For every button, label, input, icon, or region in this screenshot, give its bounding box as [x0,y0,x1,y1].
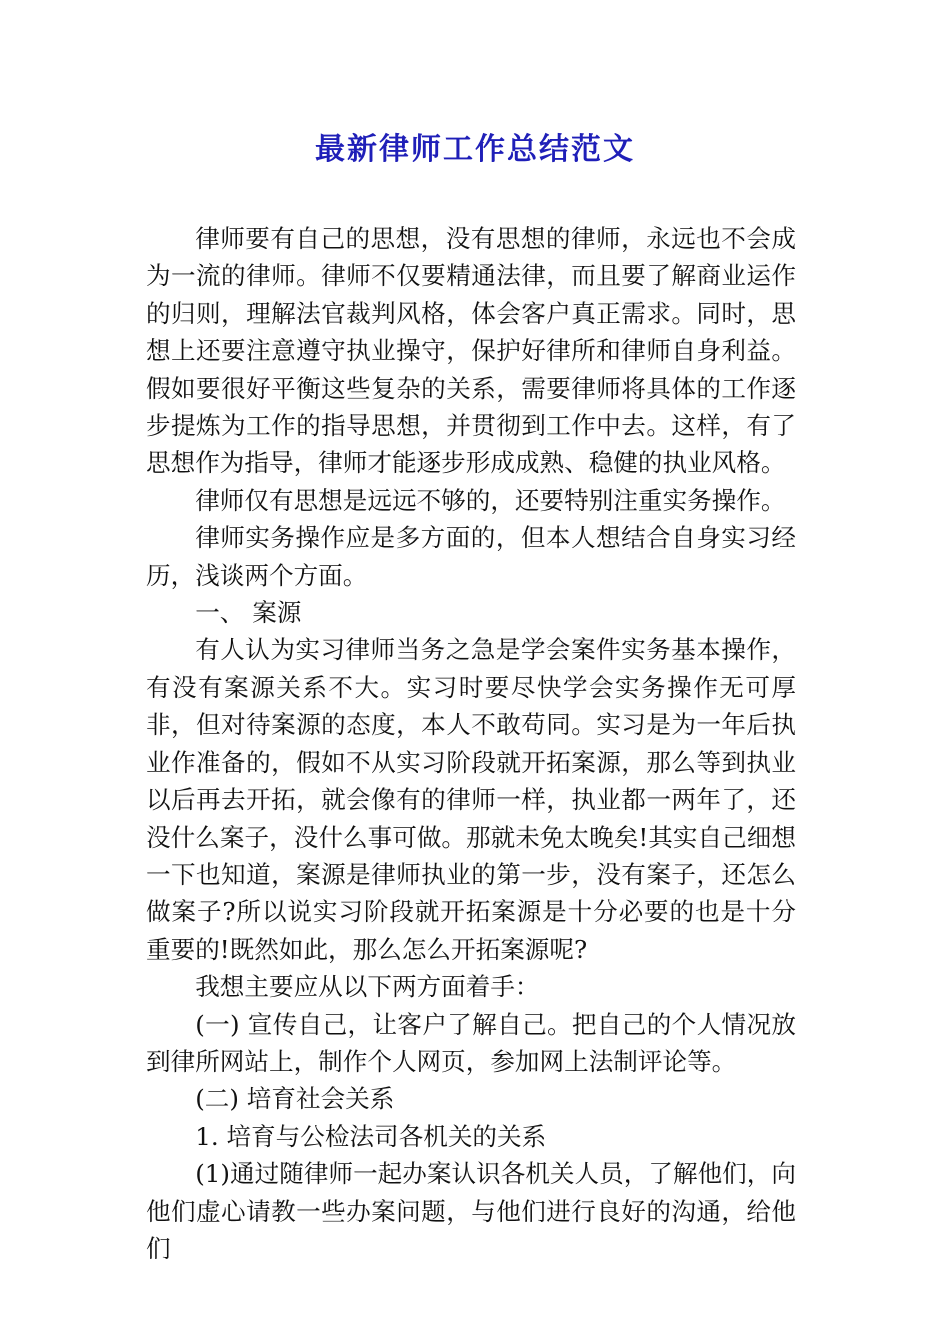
paragraph-two-aspects: 我想主要应从以下两方面着手： [195,972,540,1002]
paragraph-practice: 律师仅有思想是远远不够的，还要特别注重实务操作。 [195,485,786,515]
subheading-agency-relations: 1. 培育与公检法司各机关的关系 [195,1121,547,1151]
paragraph-intro: 律师要有自己的思想，没有思想的律师，永远也不会成为一流的律师。律师不仅要精通法律，而且要了解商业运作的归则，理解法官裁判风格，体会客户真正需求。同时，思想上还要注意遵守执业操守，保护好律所和律师自身利益。假如要很好平衡这些复杂的关系，需要律师将具体的工作逐步提炼为工作的指导思想，并贯彻到工作中去。这样，有了思想作为指导，律师才能逐步形成成熟、稳健的执业风格。 [146,224,796,478]
document-title: 最新律师工作总结范文 [315,132,635,167]
paragraph-aspects: 律师实务操作应是多方面的，但本人想结合自身实习经历，浅谈两个方面。 [146,523,796,590]
subheading-social-relations: (二) 培育社会关系 [195,1084,395,1114]
paragraph-promote-self: (一) 宣传自己，让客户了解自己。把自己的个人情况放到律所网站上，制作个人网页，参加网上法制评论等。 [146,1009,796,1076]
paragraph-agency-contact: (1)通过随律师一起办案认识各机关人员，了解他们，向他们虚心请教一些办案问题，与他们进行良好的沟通，给他们 [146,1159,796,1263]
paragraph-case-source: 有人认为实习律师当务之急是学会案件实务基本操作，有没有案源关系不大。实习时要尽快学会实务操作无可厚非，但对待案源的态度，本人不敢苟同。实习是为一年后执业作准备的，假如不从实习阶段就开拓案源，那么等到执业以后再去开拓，就会像有的律师一样，执业都一两年了，还没什么案子，没什么事可做。那就未免太晚矣!其实自己细想一下也知道，案源是律师执业的第一步，没有案子，还怎么做案子?所以说实习阶段就开拓案源是十分必要的也是十分重要的!既然如此，那么怎么开拓案源呢? [146,635,796,964]
section-heading-case-source: 一、 案源 [195,598,302,628]
document-body [146,220,796,1267]
